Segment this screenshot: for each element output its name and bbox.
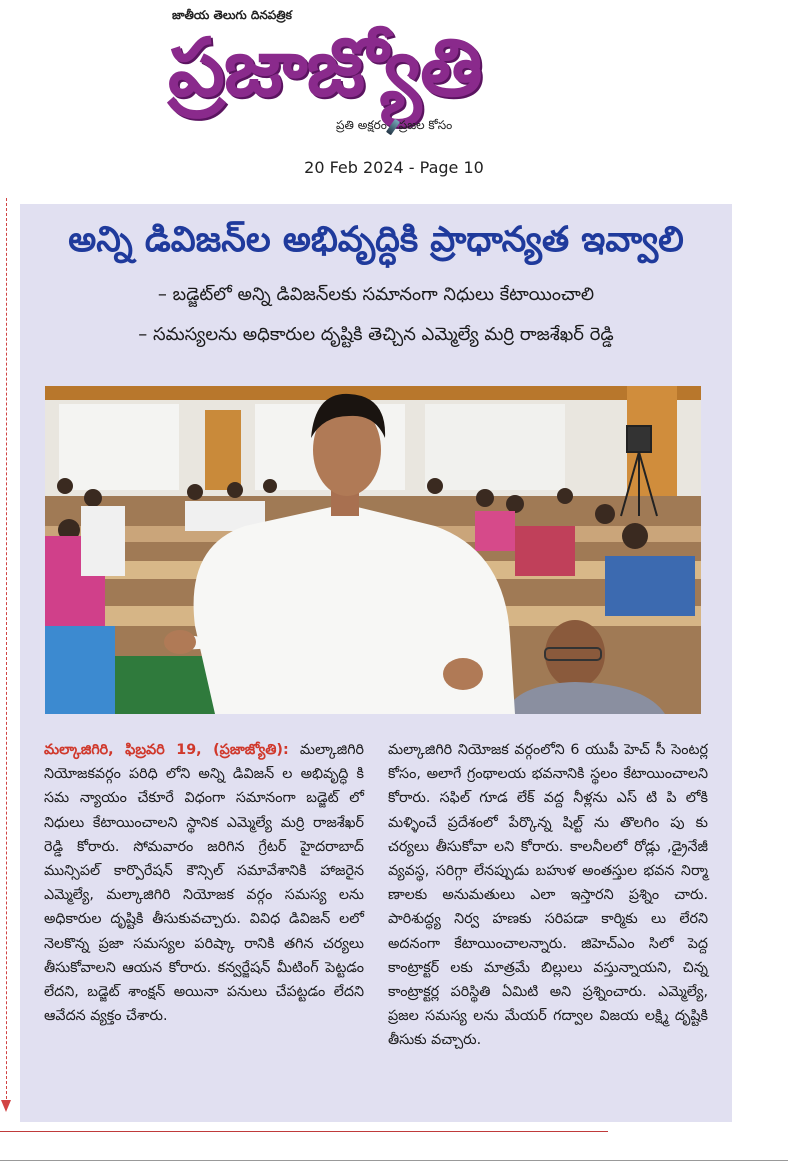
edition-dateline: 20 Feb 2024 - Page 10 bbox=[304, 158, 484, 177]
masthead bbox=[0, 0, 788, 150]
page-bottom-band bbox=[0, 1160, 788, 1176]
article-column-right bbox=[388, 738, 708, 1053]
article-dateline: మల్కాజిగిరి, ఫిబ్రవరి 19, (ప్రజాజ్యోతి): bbox=[44, 742, 289, 758]
masthead-tagline-top: జాతీయ తెలుగు దినపత్రిక bbox=[172, 8, 292, 22]
tagline-left: ప్రతి అక్షరం bbox=[336, 118, 387, 132]
pen-nib-icon bbox=[386, 118, 400, 135]
article-subhead-1: – బడ్జెట్‌లో అన్ని డివిజన్‌లకు సమానంగా నిధులు కేటాయించాలి bbox=[157, 284, 595, 305]
bottom-rule bbox=[0, 1131, 608, 1132]
article-headline: అన్ని డివిజన్‌ల అభివృద్ధికి ప్రాధాన్యత ఇవ్వాలి bbox=[68, 220, 684, 260]
newspaper-logo: ప్రజాజ్యోతి bbox=[168, 21, 482, 114]
tagline-right: ప్రజల కోసం bbox=[398, 118, 453, 132]
masthead-tagline-bottom bbox=[336, 118, 452, 135]
article-photo bbox=[45, 386, 701, 714]
article-panel bbox=[20, 204, 732, 1122]
article-subhead-2: – సమస్యలను అధికారుల దృష్టికి తెచ్చిన ఎమ్మెల్యే మర్రి రాజశేఖర్ రెడ్డి bbox=[138, 324, 614, 345]
article-body-right: మల్కాజిగిరి నియోజక వర్గంలోని 6 యుపీ హెచ్ సీ సెంటర్ల కోసం, అలాగే గ్రంథాలయ భవనానికి స్థలం కేటాయించాలని కోరారు. సఫిల్ గూడ లేక్ వద్ద నీళ్లను ఎస్ టి పి లోకి మళ్ళించే ప్రదేశంలో పేర్కొన్న షిల్ట్ ను తొలగిం పు కు చర్యలు తీసుకోవా లని కోరారు. కాలనీలలో రోడ్లు ,డ్రైనేజీ వ్యవస్థ, సరిగ్గా లేనప్పుడు బహుళ అంతస్తుల భవన నిర్మా ణాలకు అనుమతులు ఎలా ఇస్తారని ప్రశ్నిం చారు. పారిశుద్ధ్య నిర్వ హణకు సరిపడా కార్మికు లు లేరని అదనంగా కేటాయించాలన్నారు. జిహెచ్ఎం సిలో పెద్ద కాంట్రాక్టర్ లకు మాత్రమే బిల్లులు వస్తున్నాయని, చిన్న కాంట్రాక్టర్ల పరిస్థితి ఏమిటి అని ప్రశ్నించారు. ఎమ్మెల్యే, ప్రజల సమస్య లను మేయర్ గద్వాల విజయ లక్ష్మి దృష్టికి తీసుకు వచ్చారు. bbox=[388, 742, 708, 1049]
down-arrow-icon bbox=[1, 1100, 11, 1112]
left-margin-rule bbox=[6, 198, 7, 1104]
article-body-left: మల్కాజిగిరి నియోజకవర్గం పరిధి లోని అన్ని డివిజన్ ల అభివృద్ధి కి సమ న్యాయం చేకూరే విధంగా సమానంగా బడ్జెట్ లో నిధులు కేటాయించాలని స్థానిక ఎమ్మెల్యే మర్రి రాజశేఖర్ రెడ్డి కోరారు. సోమవారం జరిగిన గ్రేటర్ హైదరాబాద్ మున్సిపల్ కార్పొరేషన్ కౌన్సిల్ సమావేశానికి హాజరైన ఎమ్మెల్యే, మల్కాజిగిరి నియోజక వర్గం సమస్య లను అధికారుల దృష్టికి తీసుకువచ్చారు. వివిధ డివిజన్ లలో నెలకొన్న ప్రజా సమస్యల పరిష్కా రానికి తగిన చర్యలు తీసుకోవాలని ఆయన కోరారు. కన్వర్జేషన్ మీటింగ్ పెట్టడం లేదని, బడ్జెట్ శాంక్షన్ అయినా పనులు చేపట్టడం లేదని ఆవేదన వ్యక్తం చేశారు. bbox=[44, 742, 365, 1025]
article-column-left bbox=[44, 738, 364, 1028]
